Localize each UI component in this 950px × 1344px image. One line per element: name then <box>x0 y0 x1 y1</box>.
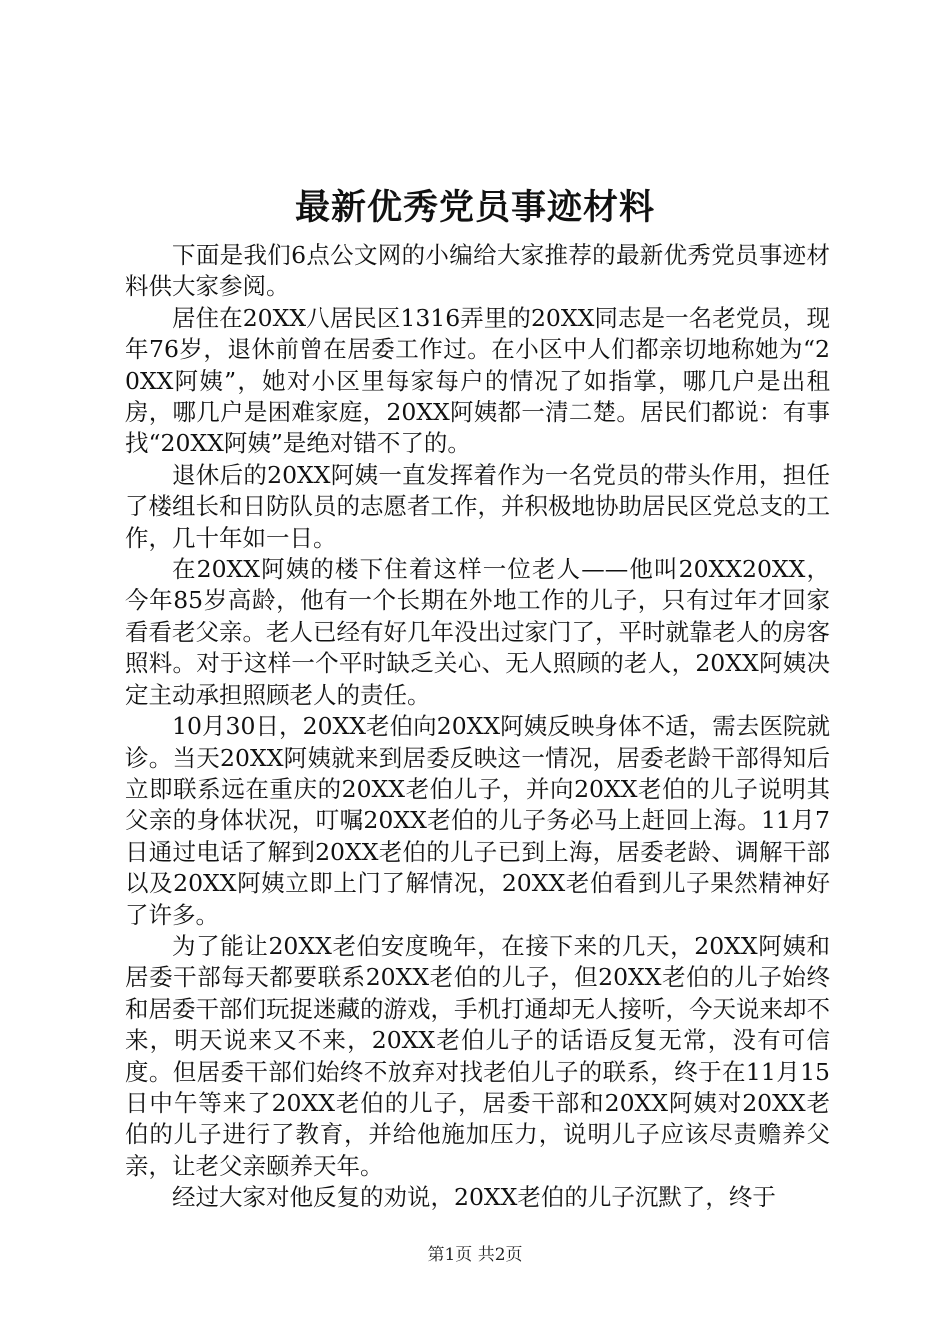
document-body <box>125 240 830 1214</box>
page-footer: 第1页 共2页 <box>427 1245 523 1265</box>
paragraph-intro: 下面是我们6点公文网的小编给大家推荐的最新优秀党员事迹材料供大家参阅。 <box>125 241 830 301</box>
paragraph-elderly-neighbor: 在20XX阿姨的楼下住着这样一位老人——他叫20XX20XX，今年85岁高龄，他有一个长期在外地工作的儿子，只有过年才回家看看老父亲。老人已经有好几年没出过家门了，平时就靠老人的房客照料。对于这样一个平时缺乏关心、无人照顾的老人，20XX阿姨决定主动承担照顾老人的责任。 <box>125 555 830 709</box>
paragraph-residence: 居住在20XX八居民区1316弄里的20XX同志是一名老党员，现年76岁，退休前曾在居委工作过。在小区中人们都亲切地称她为“20XX阿姨”，她对小区里每家每户的情况了如指掌，哪几户是出租房，哪几户是困难家庭，20XX阿姨都一清二楚。居民们都说：有事找“20XX阿姨”是绝对错不了的。 <box>125 303 830 458</box>
paragraph-contacting-son: 为了能让20XX老伯安度晚年，在接下来的几天，20XX阿姨和居委干部每天都要联系20XX老伯的儿子，但20XX老伯的儿子始终和居委干部们玩捉迷藏的游戏，手机打通却无人接听，今天说来却不来，明天说来又不来，20XX老伯儿子的话语反复无常，没有可信度。但居委干部们始终不放弃对找老伯儿子的联系，终于在11月15日中午等来了20XX老伯的儿子，居委干部和20XX阿姨对20XX老伯的儿子进行了教育，并给他施加压力，说明儿子应该尽责赡养父亲，让老父亲颐养天年。 <box>125 931 830 1180</box>
document-title: 最新优秀党员事迹材料 <box>294 187 655 228</box>
paragraph-persuasion: 经过大家对他反复的劝说，20XX老伯的儿子沉默了，终于 <box>172 1183 776 1212</box>
paragraph-retirement: 退休后的20XX阿姨一直发挥着作为一名党员的带头作用，担任了楼组长和日防队员的志愿者工作，并积极地协助居民区党总支的工作，几十年如一日。 <box>125 460 830 552</box>
paragraph-hospital-visit: 10月30日，20XX老伯向20XX阿姨反映身体不适，需去医院就诊。当天20XX阿姨就来到居委反映这一情况，居委老龄干部得知后立即联系远在重庆的20XX老伯儿子，并向20XX老伯的儿子说明其父亲的身体状况，叮嘱20XX老伯的儿子务必马上赶回上海。11月7日通过电话了解到20XX老伯的儿子已到上海，居委老龄、调解干部以及20XX阿姨立即上门了解情况，20XX老伯看到儿子果然精神好了许多。 <box>125 712 830 929</box>
